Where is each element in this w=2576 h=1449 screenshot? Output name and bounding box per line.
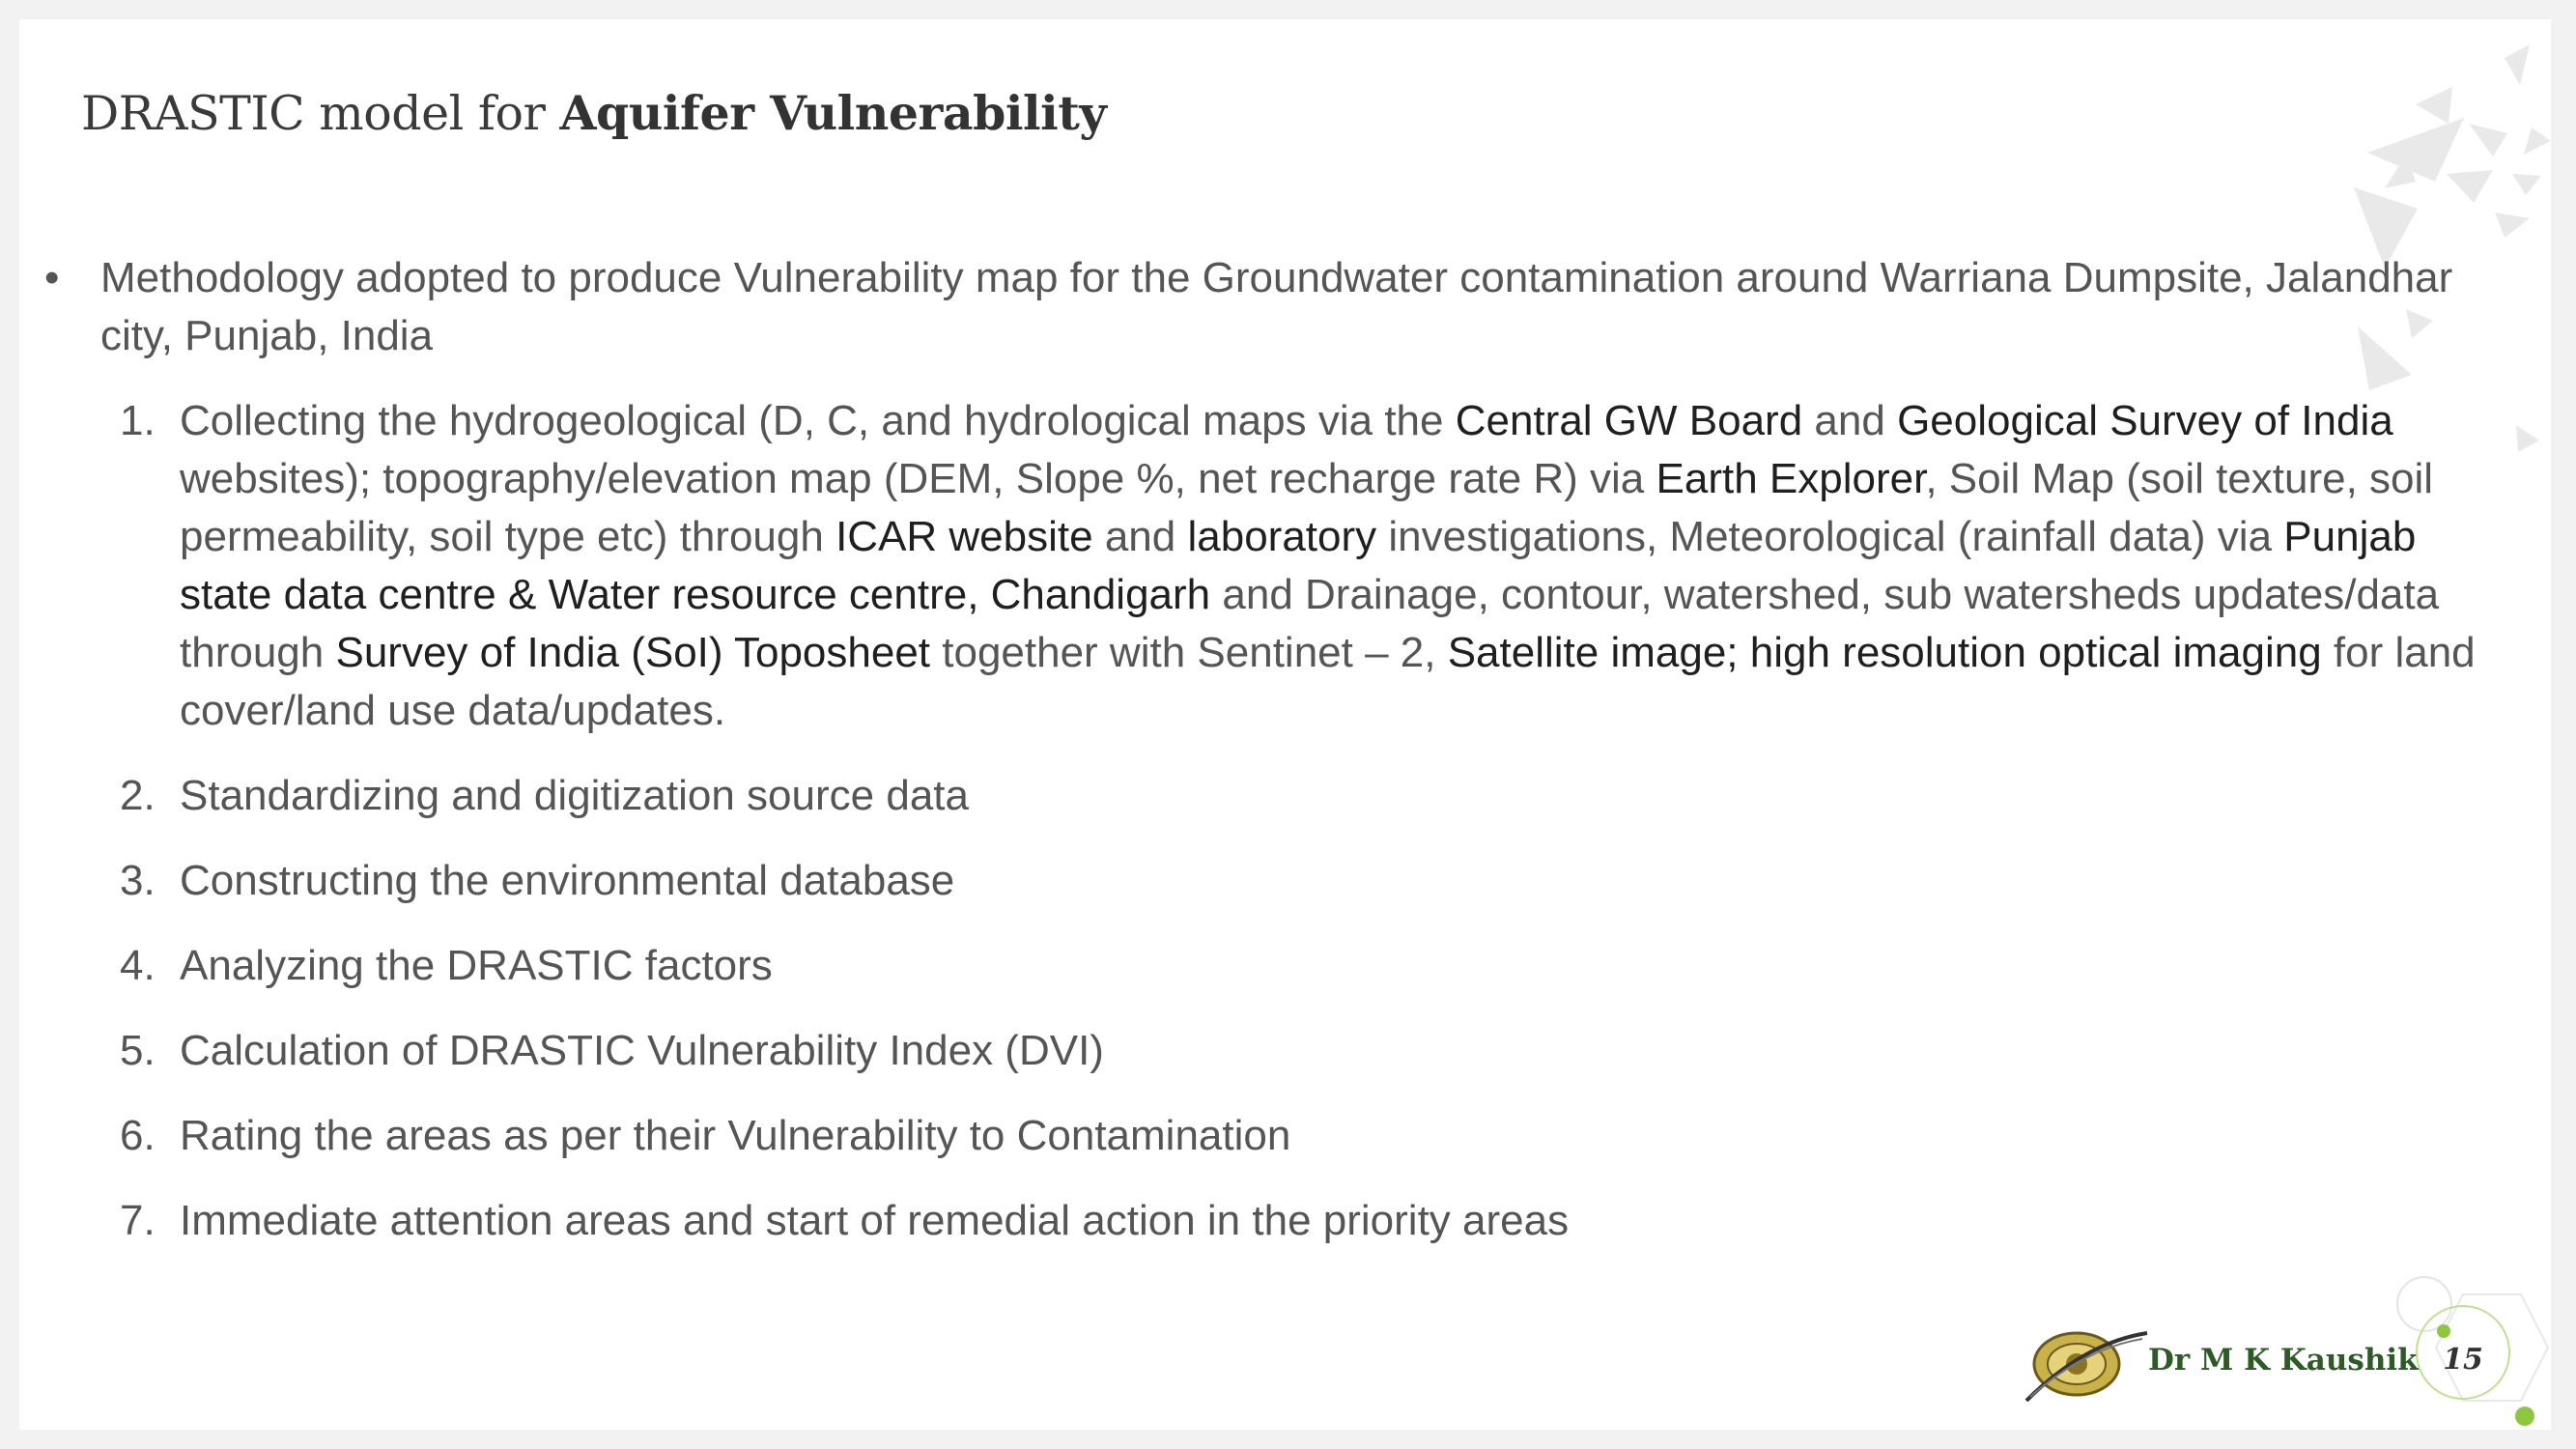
page-title bbox=[81, 85, 1106, 141]
list-item bbox=[100, 1192, 2478, 1250]
list-item-number: 1. bbox=[120, 397, 156, 444]
title-bold: Aquifer Vulnerability bbox=[559, 85, 1107, 141]
step1-highlight: Punjab state data centre & Water resource centre, Chandigarh bbox=[180, 513, 2417, 618]
author-name: Dr M K Kaushik bbox=[2148, 1343, 2419, 1378]
list-item-number: 4. bbox=[120, 942, 156, 989]
bullet-item bbox=[44, 249, 2478, 365]
list-item bbox=[100, 937, 2478, 995]
list-item bbox=[100, 1107, 2478, 1165]
list-item-number: 3. bbox=[120, 857, 156, 904]
list-item bbox=[100, 1022, 2478, 1080]
list-item-text: Rating the areas as per their Vulnerability to Contamination bbox=[180, 1112, 1291, 1159]
list-item-number: 2. bbox=[120, 772, 156, 819]
step1-part: Collecting the hydrogeological (D, C, and hydrological maps via the bbox=[180, 397, 1456, 444]
step1-highlight: ICAR website bbox=[835, 513, 1093, 560]
list-item-text: Immediate attention areas and start of remedial action in the priority areas bbox=[180, 1197, 1570, 1244]
list-item bbox=[100, 767, 2478, 825]
title-prefix: DRASTIC model for bbox=[81, 86, 560, 141]
step1-part: and Drainage, contour, watershed, sub watersheds updates/data through bbox=[180, 571, 2440, 676]
steps-list bbox=[44, 392, 2478, 1250]
slide bbox=[19, 19, 2551, 1430]
step1-part: , Soil Map (soil texture, soil permeability, soil type etc) through bbox=[180, 455, 2434, 560]
list-item-number: 7. bbox=[120, 1197, 156, 1244]
institution-logo-icon bbox=[2017, 1304, 2152, 1410]
step1-highlight: laboratory bbox=[1187, 513, 1377, 560]
bullet-text: Methodology adopted to produce Vulnerability map for the Groundwater contamination around Warriana Dumpsite, Jalandhar city, Punjab, India bbox=[100, 254, 2453, 359]
list-item-number: 6. bbox=[120, 1112, 156, 1159]
list-item-text: Standardizing and digitization source data bbox=[180, 772, 969, 819]
list-item-number: 5. bbox=[120, 1027, 156, 1074]
list-item bbox=[100, 392, 2478, 740]
step1-part: and bbox=[1092, 513, 1188, 560]
step1-highlight: Satellite image; high resolution optical imaging bbox=[1447, 629, 2322, 676]
list-item-text: Analyzing the DRASTIC factors bbox=[180, 942, 773, 989]
step1-highlight: Earth Explorer bbox=[1656, 455, 1926, 502]
bullet-mark: • bbox=[44, 254, 60, 301]
step1-part: together with Sentinet – 2, bbox=[930, 629, 1448, 676]
step1-highlight: Central GW Board bbox=[1455, 397, 1803, 444]
step1-part: for land cover/land use data/updates. bbox=[180, 629, 2476, 734]
list-item bbox=[100, 852, 2478, 910]
step1-text bbox=[180, 397, 2476, 734]
step1-part: investigations, Meteorological (rainfall data) via bbox=[1376, 513, 2284, 560]
step1-highlight: Geological Survey of India bbox=[1897, 397, 2393, 444]
step1-part: and bbox=[1802, 397, 1898, 444]
slide-content bbox=[44, 249, 2478, 1277]
list-item-text: Calculation of DRASTIC Vulnerability Index (DVI) bbox=[180, 1027, 1104, 1074]
page-number: 15 bbox=[2443, 1343, 2483, 1377]
step1-highlight: Survey of India (SoI) Toposheet bbox=[335, 629, 931, 676]
step1-part: websites); topography/elevation map (DEM, Slope %, net recharge rate R) via bbox=[180, 455, 1656, 502]
list-item-text: Constructing the environmental database bbox=[180, 857, 955, 904]
